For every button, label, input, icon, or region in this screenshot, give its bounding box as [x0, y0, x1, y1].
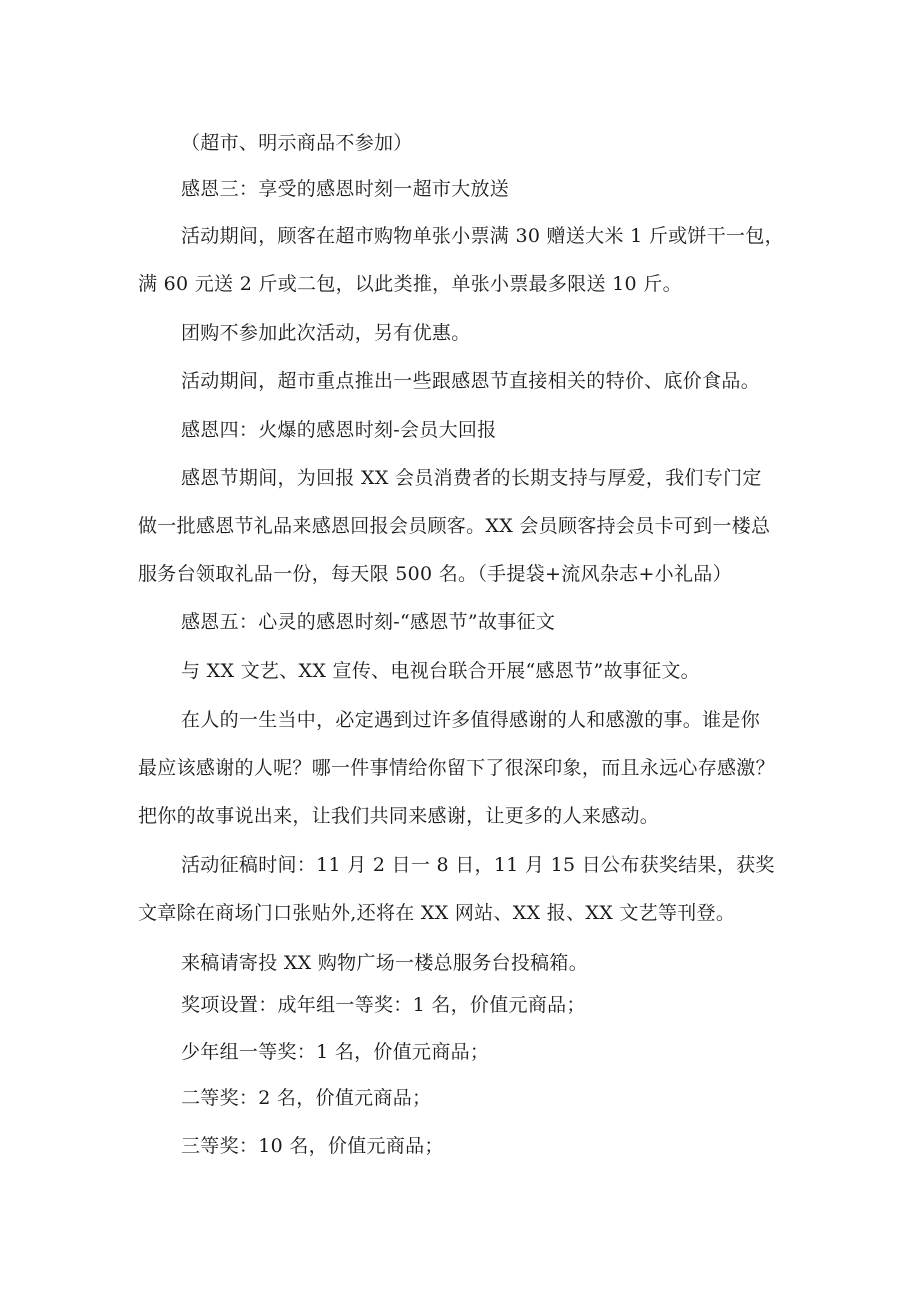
- paragraph-rice-gift-line1: 活动期间，顾客在超市购物单张小票满 30 赠送大米 1 斤或饼干一包，: [181, 225, 784, 247]
- paragraph-submission-period-line1: 活动征稿时间：11 月 2 日一 8 日，11 月 15 日公布获奖结果，获奖: [181, 854, 775, 876]
- paragraph-submission-period-line2: 文章除在商场门口张贴外,还将在 XX 网站、XX 报、XX 文艺等刊登。: [138, 902, 736, 924]
- paragraph-essay-prompt-line3: 把你的故事说出来，让我们共同来感谢，让更多的人来感动。: [138, 805, 660, 827]
- paragraph-essay-partners: 与 XX 文艺、XX 宣传、电视台联合开展“感恩节”故事征文。: [181, 660, 700, 682]
- heading-thanks-five: 感恩五：心灵的感恩时刻-“感恩节”故事征文: [181, 611, 556, 633]
- award-adult-first-prize: 奖项设置：成年组一等奖：1 名，价值元商品；: [181, 994, 586, 1016]
- paragraph-essay-prompt-line1: 在人的一生当中，必定遇到过许多值得感谢的人和感激的事。谁是你: [181, 709, 761, 731]
- award-third-prize: 三等奖：10 名，价值元商品；: [181, 1135, 444, 1157]
- paragraph-member-gift-line1: 感恩节期间，为回报 XX 会员消费者的长期支持与厚爱，我们专门定: [181, 467, 762, 489]
- heading-thanks-three: 感恩三：享受的感恩时刻一超市大放送: [181, 178, 510, 200]
- paragraph-member-gift-line3: 服务台领取礼品一份，每天限 500 名。（手提袋+流风杂志+小礼品）: [138, 563, 732, 585]
- heading-thanks-four: 感恩四：火爆的感恩时刻-会员大回报: [181, 419, 497, 441]
- award-second-prize: 二等奖：2 名，价值元商品；: [181, 1087, 432, 1109]
- paragraph-group-purchase: 团购不参加此次活动，另有优惠。: [181, 322, 471, 344]
- paragraph-member-gift-line2: 做一批感恩节礼品来感恩回报会员顾客。XX 会员顾客持会员卡可到一楼总: [138, 515, 771, 537]
- paragraph-essay-prompt-line2: 最应该感谢的人呢？哪一件事情给你留下了很深印象，而且永远心存感激？: [138, 757, 775, 779]
- paragraph-special-food: 活动期间，超市重点推出一些跟感恩节直接相关的特价、底价食品。: [181, 370, 761, 392]
- paragraph-rice-gift-line2: 满 60 元送 2 斤或二包，以此类推，单张小票最多限送 10 斤。: [138, 273, 682, 295]
- paragraph-note-supermarket-exclusion: （超市、明示商品不参加）: [181, 132, 413, 154]
- paragraph-submission-address: 来稿请寄投 XX 购物广场一楼总服务台投稿箱。: [181, 952, 589, 974]
- award-junior-first-prize: 少年组一等奖：1 名，价值元商品；: [181, 1041, 490, 1063]
